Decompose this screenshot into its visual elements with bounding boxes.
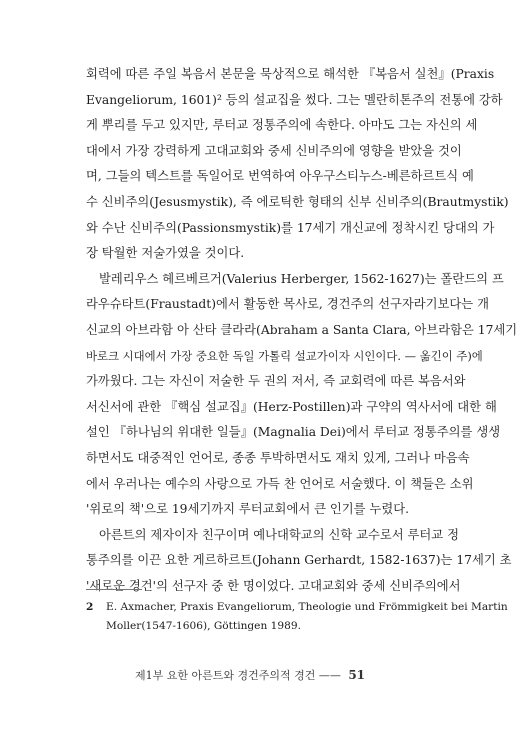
text-line: 하면서도 대중적인 언어로, 종종 투박하면서도 재치 있게, 그러나 마음속 (86, 450, 470, 465)
text-line: 발레리우스 헤르베르거(Valerius Herberger, 1562-1627)는 폴란드의 프 (99, 271, 504, 286)
text-line: 에서 우러나는 예수의 사랑으로 가득 찬 언어로 서술했다. 이 책들은 소위 (86, 476, 474, 491)
text-line: '위로의 책'으로 19세기까지 루터교회에서 큰 인기를 누렸다. (86, 502, 409, 517)
footnote-divider (86, 589, 142, 590)
text-line: 수 신비주의(Jesusmystik), 즉 에로틱한 형태의 신부 신비주의(Brautmystik) (86, 194, 509, 209)
text-line: 아른트의 제자이자 친구이며 예나대학교의 신학 교수로서 루터교 정 (99, 527, 459, 542)
footnote-text: E. Axmacher, Praxis Evangeliorum, Theologie und Frömmigkeit bei Martin (106, 601, 508, 613)
text-line: 회력에 따른 주일 복음서 본문을 묵상적으로 해석한 『복음서 실천』(Praxis (86, 67, 495, 81)
text-line: 설인 『하나님의 위대한 일들』(Magnalia Dei)에서 루터교 정통주의를 생생 (86, 425, 501, 440)
text-line: 신교의 아브라함 아 산타 클라라(Abraham a Santa Clara, 아브라함은 17세기 (86, 322, 517, 337)
footnote (86, 598, 508, 636)
running-footer (0, 667, 500, 683)
text-line: 통주의를 이끈 요한 게르하르트(Johann Gerhardt, 1582-1637)는 17세기 초 (86, 553, 512, 568)
text-line: 가까웠다. 그는 자신이 저술한 두 권의 저서, 즉 교회력에 따른 복음서와 (86, 374, 466, 389)
text-line: 와 수난 신비주의(Passionsmystik)를 17세기 개신교에 정착시킨 당대의 가 (86, 220, 495, 235)
text-line: 게 뿌리를 두고 있지만, 루터교 정통주의에 속한다. 아마도 그는 자신의 세 (86, 118, 478, 133)
text-line: 며, 그들의 텍스트를 독일어로 번역하여 아우구스티누스-베른하르트식 예 (86, 169, 474, 184)
footnote-number: 2 (86, 601, 94, 613)
footnote-line (86, 598, 508, 617)
page-number: 51 (348, 668, 366, 682)
text-line: 서신서에 관한 『핵심 설교집』(Herz-Postillen)과 구약의 역사서에 대한 해 (86, 399, 497, 414)
body-text (86, 62, 517, 599)
text-line: 장 탁월한 저술가였을 것이다. (86, 246, 245, 261)
text-line: 대에서 가장 강력하게 고대교회와 중세 신비주의에 영향을 받았을 것이 (86, 143, 462, 158)
text-line: 바로크 시대에서 가장 중요한 독일 가톨릭 설교가이자 시인이다. — 옮긴이 주)에 (86, 348, 483, 363)
text-line: 라우슈타트(Fraustadt)에서 활동한 목사로, 경건주의 선구자라기보다는 개 (86, 297, 489, 312)
footnote-line: Moller(1547-1606), Göttingen 1989. (106, 620, 301, 632)
text-line: Evangeliorum, 1601)² 등의 설교집을 썼다. 그는 멜란히톤주의 전통에 강하 (86, 92, 503, 107)
text-line: '새로운 경건'의 선구자 중 한 명이었다. 고대교회와 중세 신비주의에서 (86, 578, 461, 593)
running-head: 제1부 요한 아른트와 경건주의적 경건 —— (134, 669, 341, 682)
